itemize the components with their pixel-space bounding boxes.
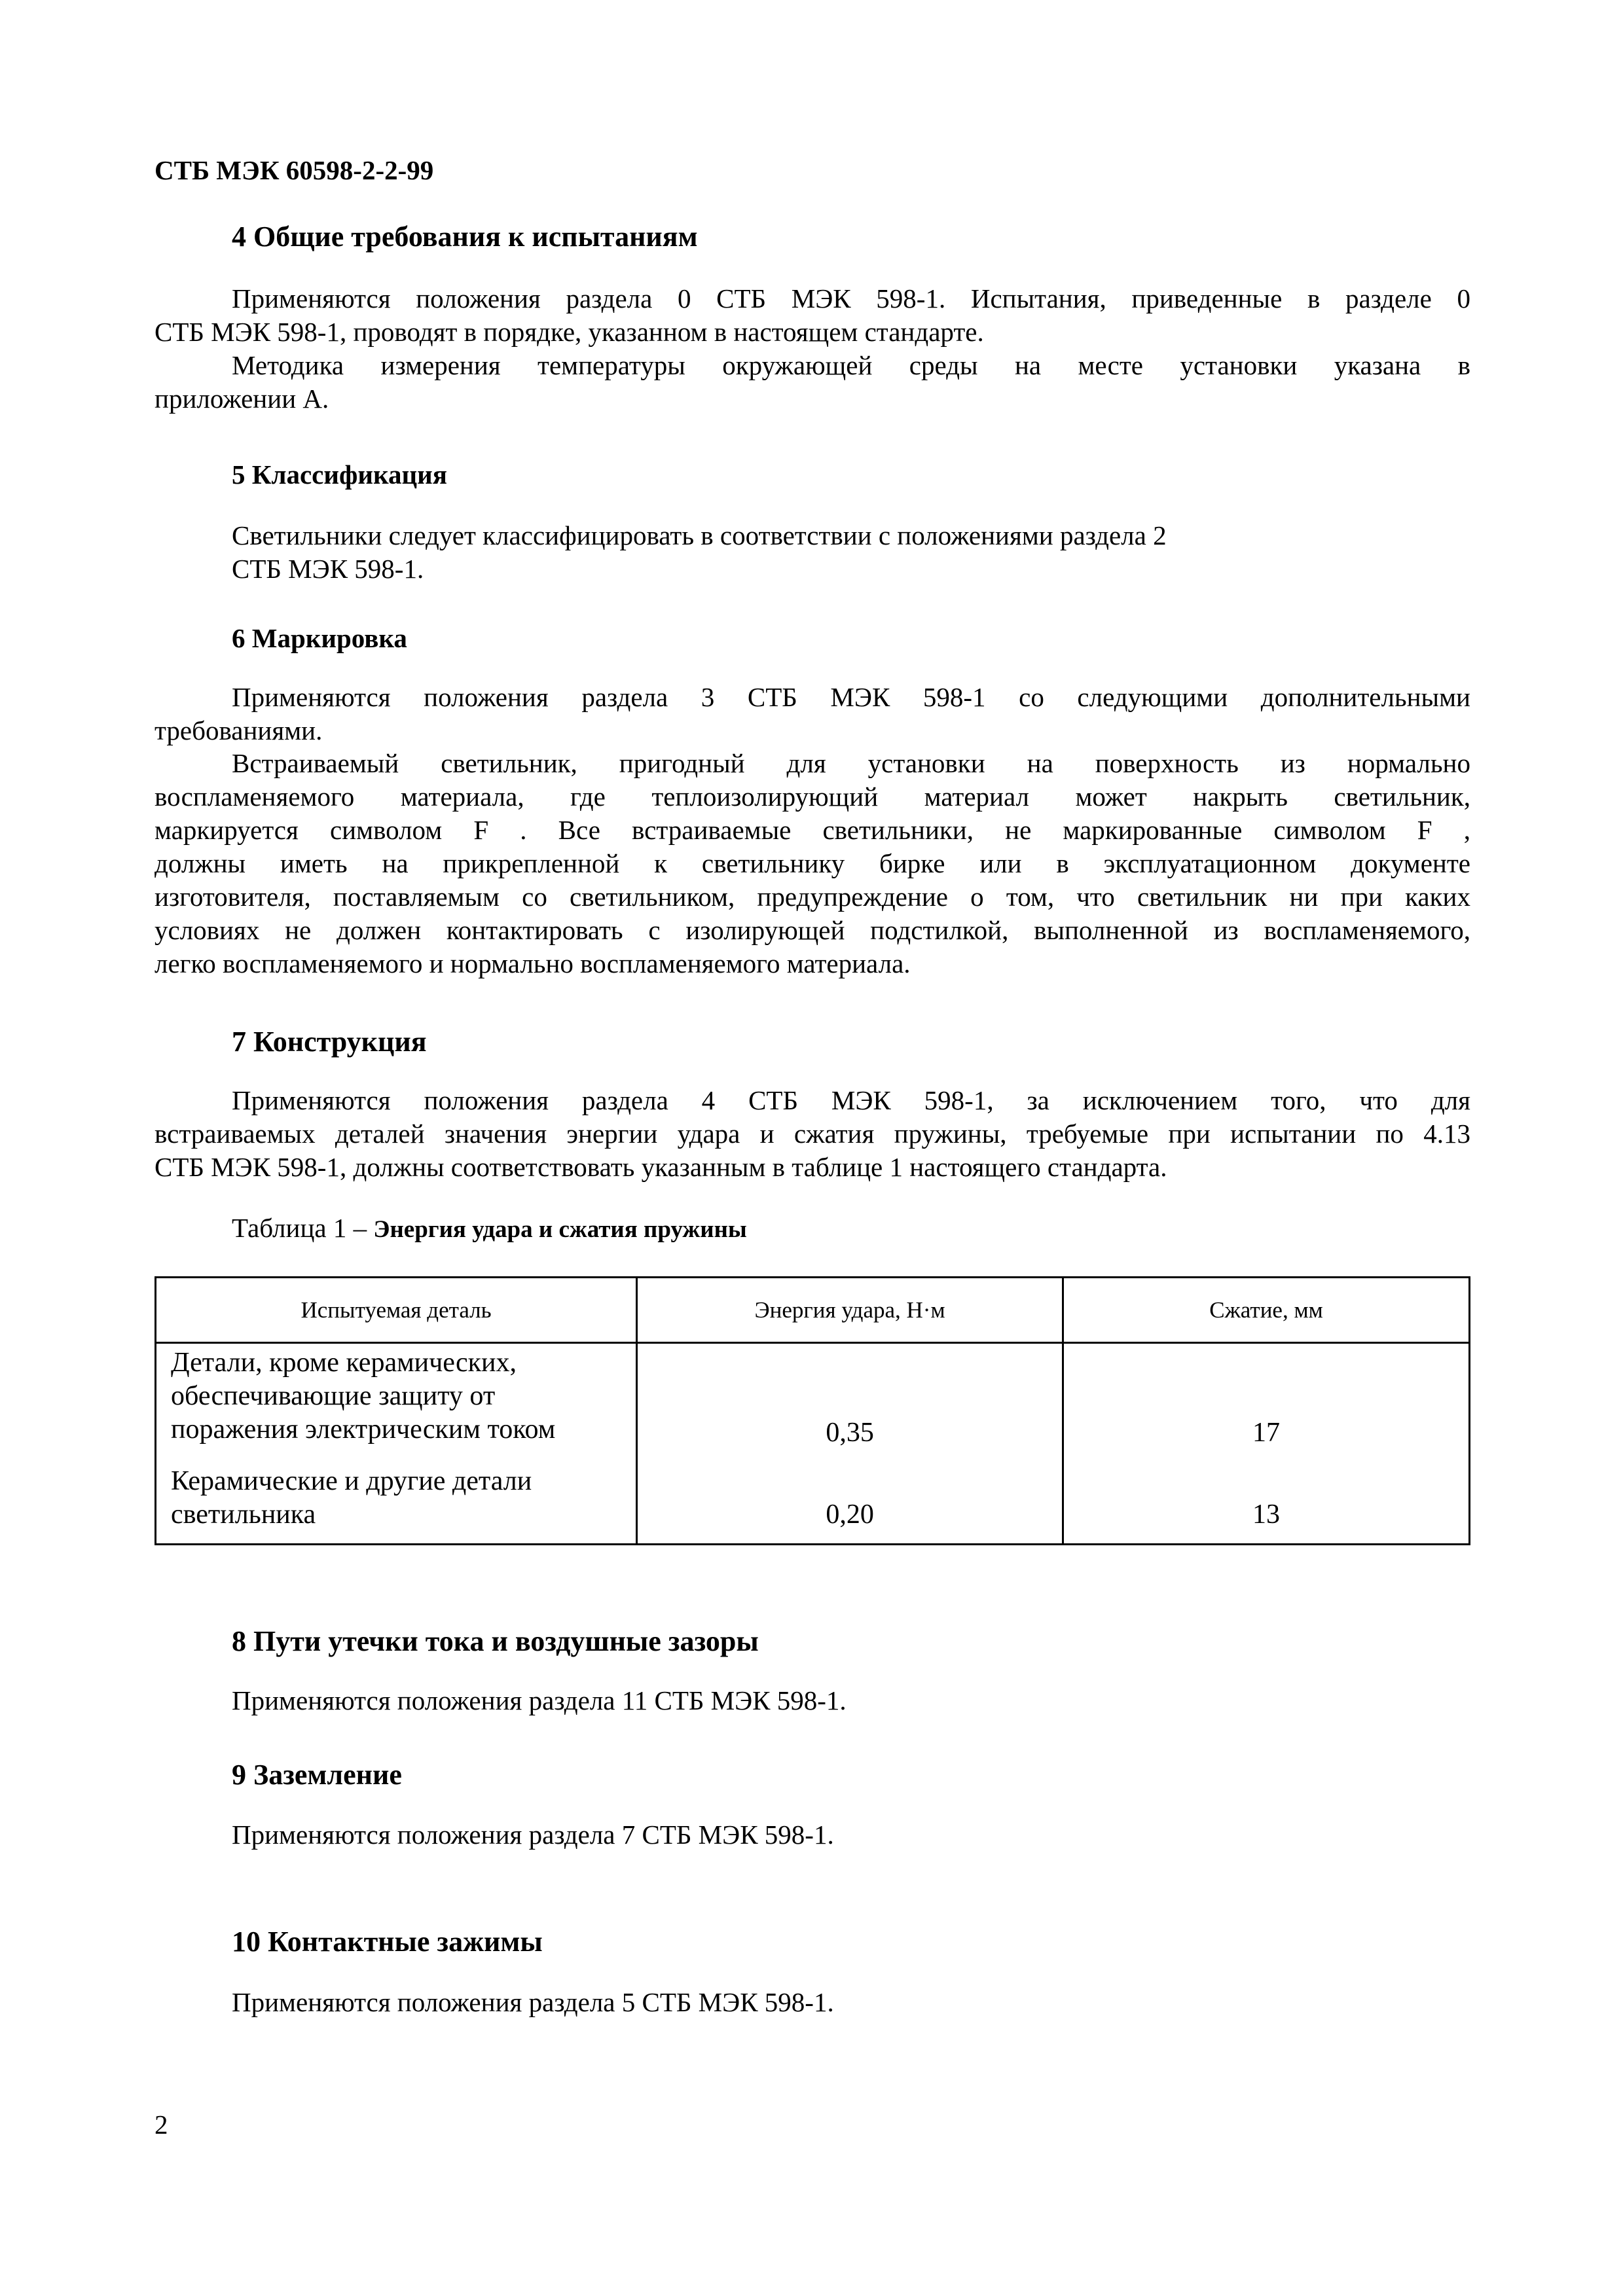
section-9-title: 9 Заземление [232, 1759, 402, 1791]
cell-tested-part: Детали, кроме керамических, обеспечивающие защиту от поражения электрическим током [156, 1343, 637, 1451]
cell-compression: 17 [1063, 1343, 1470, 1451]
page-number: 2 [155, 2109, 168, 2140]
section-7-title: 7 Конструкция [232, 1026, 427, 1058]
table-1-caption-title: Энергия удара и сжатия пружины [373, 1216, 747, 1243]
section-6-title: 6 Маркировка [232, 623, 407, 653]
section-6-paragraph-1: Применяются положения раздела 3 СТБ МЭК 598-1 со следующими дополнительными требованиями. [155, 682, 1470, 745]
table-1-caption-prefix: Таблица 1 – [232, 1213, 374, 1243]
section-4-paragraph-2: Методика измерения температуры окружающей среды на месте установки указана в приложении А. [155, 350, 1470, 414]
table-row [156, 1343, 1470, 1451]
section-4-title: 4 Общие требования к испытаниям [232, 221, 698, 253]
section-5-paragraph-1: Светильники следует классифицировать в соответствии с положениями раздела 2 СТБ МЭК 598-1. [232, 520, 1167, 584]
section-7-paragraph-1: Применяются положения раздела 4 СТБ МЭК 598-1, за исключением того, что для встраиваемых деталей значения энергии удара и сжатия пружины, требуемые при испытании по 4.13 СТБ МЭК 598-1, должны соответствовать указанным в таблице 1 настоящего стандарта. [155, 1085, 1470, 1182]
column-header-impact-energy: Энергия удара, Н·м [637, 1278, 1063, 1343]
column-header-compression: Сжатие, мм [1063, 1278, 1470, 1343]
column-header-tested-part: Испытуемая деталь [156, 1278, 637, 1343]
section-6-paragraph-2: Встраиваемый светильник, пригодный для установки на поверхность из нормально воспламеняемого материала, где теплоизолирующий материал может накрыть светильник, маркируется символом F . Все встраиваемые светильники, не маркированные символом F , должны иметь на прикрепленной к светильнику бирке или в эксплуатационном документе изготовителя, поставляемым со светильником, предупреждение о том, что светильник ни при каких условиях не должен контактировать с изолирующей подстилкой, выполненной из воспламеняемого, легко воспламеняемого и нормально воспламеняемого материала. [155, 748, 1470, 978]
section-10-title: 10 Контактные зажимы [232, 1926, 543, 1958]
cell-impact-energy: 0,20 [637, 1450, 1063, 1545]
section-5-title: 5 Классификация [232, 459, 447, 490]
cell-tested-part: Керамические и другие детали светильника [156, 1450, 637, 1545]
section-10-paragraph-1: Применяются положения раздела 5 СТБ МЭК 598-1. [232, 1987, 834, 2017]
section-8-title: 8 Пути утечки тока и воздушные зазоры [232, 1625, 759, 1657]
section-4-paragraph-1: Применяются положения раздела 0 СТБ МЭК 598-1. Испытания, приведенные в разделе 0 СТБ МЭК 598-1, проводят в порядке, указанном в настоящем стандарте. [155, 283, 1470, 347]
cell-impact-energy: 0,35 [637, 1343, 1063, 1451]
section-9-paragraph-1: Применяются положения раздела 7 СТБ МЭК 598-1. [232, 1820, 834, 1850]
cell-compression: 13 [1063, 1450, 1470, 1545]
section-8-paragraph-1: Применяются положения раздела 11 СТБ МЭК 598-1. [232, 1685, 847, 1715]
table-row [156, 1450, 1470, 1545]
table-1 [155, 1276, 1470, 1545]
standard-designation: СТБ МЭК 60598-2-2-99 [155, 155, 434, 185]
table-1-caption [232, 1212, 747, 1244]
